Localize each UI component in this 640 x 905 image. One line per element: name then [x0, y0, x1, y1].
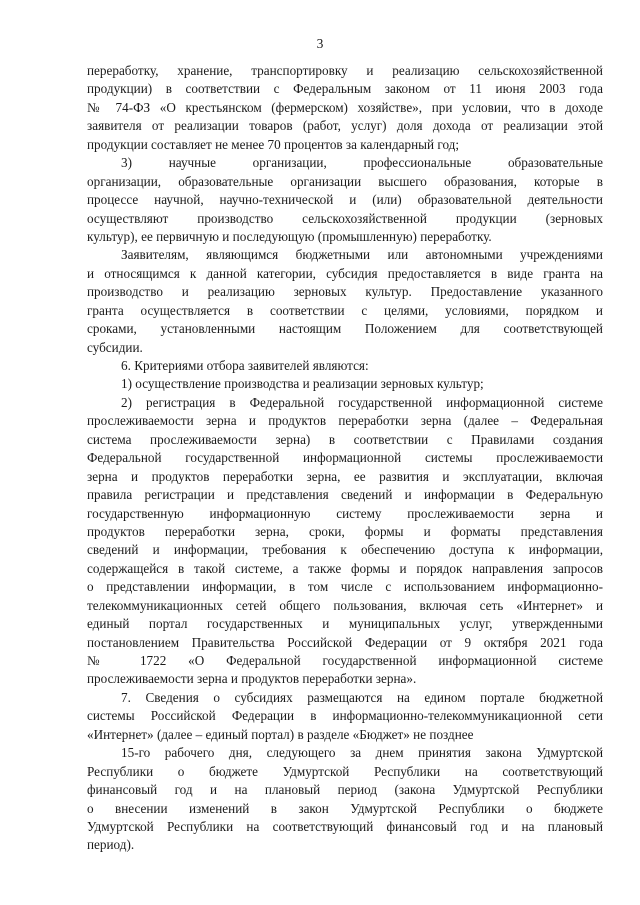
text-line: правила регистрации и представления сведений и информации в Федеральную — [87, 487, 603, 503]
text-line: 7. Сведения о субсидиях размещаются на едином портале бюджетной — [121, 689, 603, 705]
text-line: субсидии. — [87, 339, 143, 355]
text-line: 15-го рабочего дня, следующего за днем принятия закона Удмуртской — [121, 745, 603, 761]
text-line: Заявителям, являющимся бюджетными или автономными учреждениями — [121, 247, 603, 263]
text-line: продукции) в соответствии с Федеральным законом от 11 июня 2003 года — [87, 81, 603, 97]
text-line: гранта осуществляется в соответствии с целями, условиями, порядком и — [87, 302, 603, 318]
text-line: прослеживаемости зерна и продуктов переработки зерна (далее – Федеральная — [87, 413, 603, 429]
text-line: Федеральной государственной информационной системы прослеживаемости — [87, 450, 603, 466]
text-line: заявителя от реализации товаров (работ, услуг) доля дохода от реализации этой — [87, 118, 603, 134]
text-line: производство и реализацию зерновых культур. Предоставление указанного — [87, 284, 603, 300]
text-line: переработку, хранение, транспортировку и реализацию сельскохозяйственной — [87, 63, 603, 78]
text-line: Удмуртской Республики на соответствующий финансовый год и на плановый — [87, 818, 603, 834]
text-line: организации, образовательные организации высшего образования, которые в — [87, 173, 603, 189]
text-line: № 1722 «О Федеральной государственной информационной системе — [87, 653, 603, 668]
text-line: продукции составляет не менее 70 процентов за календарный год; — [87, 136, 460, 152]
text-line: о внесении изменений в закон Удмуртской Республики о бюджете — [87, 800, 603, 816]
text-line: государственную информационную систему прослеживаемости зерна и — [87, 505, 603, 521]
text-line: прослеживаемости зерна и продуктов переработки зерна». — [87, 671, 417, 687]
text-line: «Интернет» (далее – единый портал) в разделе «Бюджет» не позднее — [87, 726, 474, 742]
text-line: и относящимся к данной категории, субсидия предоставляется в виде гранта на — [87, 265, 603, 281]
text-line: зерна и продуктов переработки зерна, ее развития и эксплуатации, включая — [87, 468, 603, 484]
text-line: системы Российской Федерации в информационно-телекоммуникационной сети — [87, 708, 603, 724]
text-line: процессе научной, научно-технической и (или) образовательной деятельности — [87, 192, 603, 208]
text-line: сведений и информации, требования к обеспечению доступа к информации, — [87, 542, 603, 558]
text-line: культур), ее первичную и последующую (промышленную) переработку. — [87, 228, 492, 244]
text-line: единый портал государственных и муниципальных услуг, утвержденными — [87, 616, 603, 632]
text-line: финансовый год и на плановый период (закона Удмуртской Республики — [87, 782, 603, 798]
text-line: содержащейся в такой системе, а также формы и порядок направления запросов — [87, 560, 603, 576]
text-line: постановлением Правительства Российской Федерации от 9 октября 2021 года — [87, 634, 603, 650]
text-line: период). — [87, 837, 135, 853]
text-line: система прослеживаемости зерна) в соответствии с Правилами создания — [87, 431, 603, 447]
text-line: сроками, установленными настоящим Положением для соответствующей — [87, 321, 603, 337]
text-line: 3) научные организации, профессиональные образовательные — [121, 155, 603, 171]
text-line: осуществляют производство сельскохозяйственной продукции (зерновых — [87, 210, 603, 226]
text-line: 6. Критериями отбора заявителей являются: — [121, 358, 369, 373]
text-line: телекоммуникационных сетей общего пользования, включая сеть «Интернет» и — [87, 597, 603, 613]
page-number: 3 — [316, 36, 324, 51]
text-line: 2) регистрация в Федеральной государственной информационной системе — [121, 394, 603, 410]
text-line: № 74-ФЗ «О крестьянском (фермерском) хозяйстве», при условии, что в доходе — [87, 99, 603, 115]
text-line: о представлении информации, в том числе с использованием информационно- — [87, 579, 603, 595]
text-line: продуктов переработки зерна, сроки, формы и форматы представления — [87, 523, 603, 539]
text-line: Республики о бюджете Удмуртской Республики на соответствующий — [87, 763, 603, 779]
document-body — [87, 62, 603, 855]
text-line: 1) осуществление производства и реализации зерновых культур; — [121, 376, 484, 392]
